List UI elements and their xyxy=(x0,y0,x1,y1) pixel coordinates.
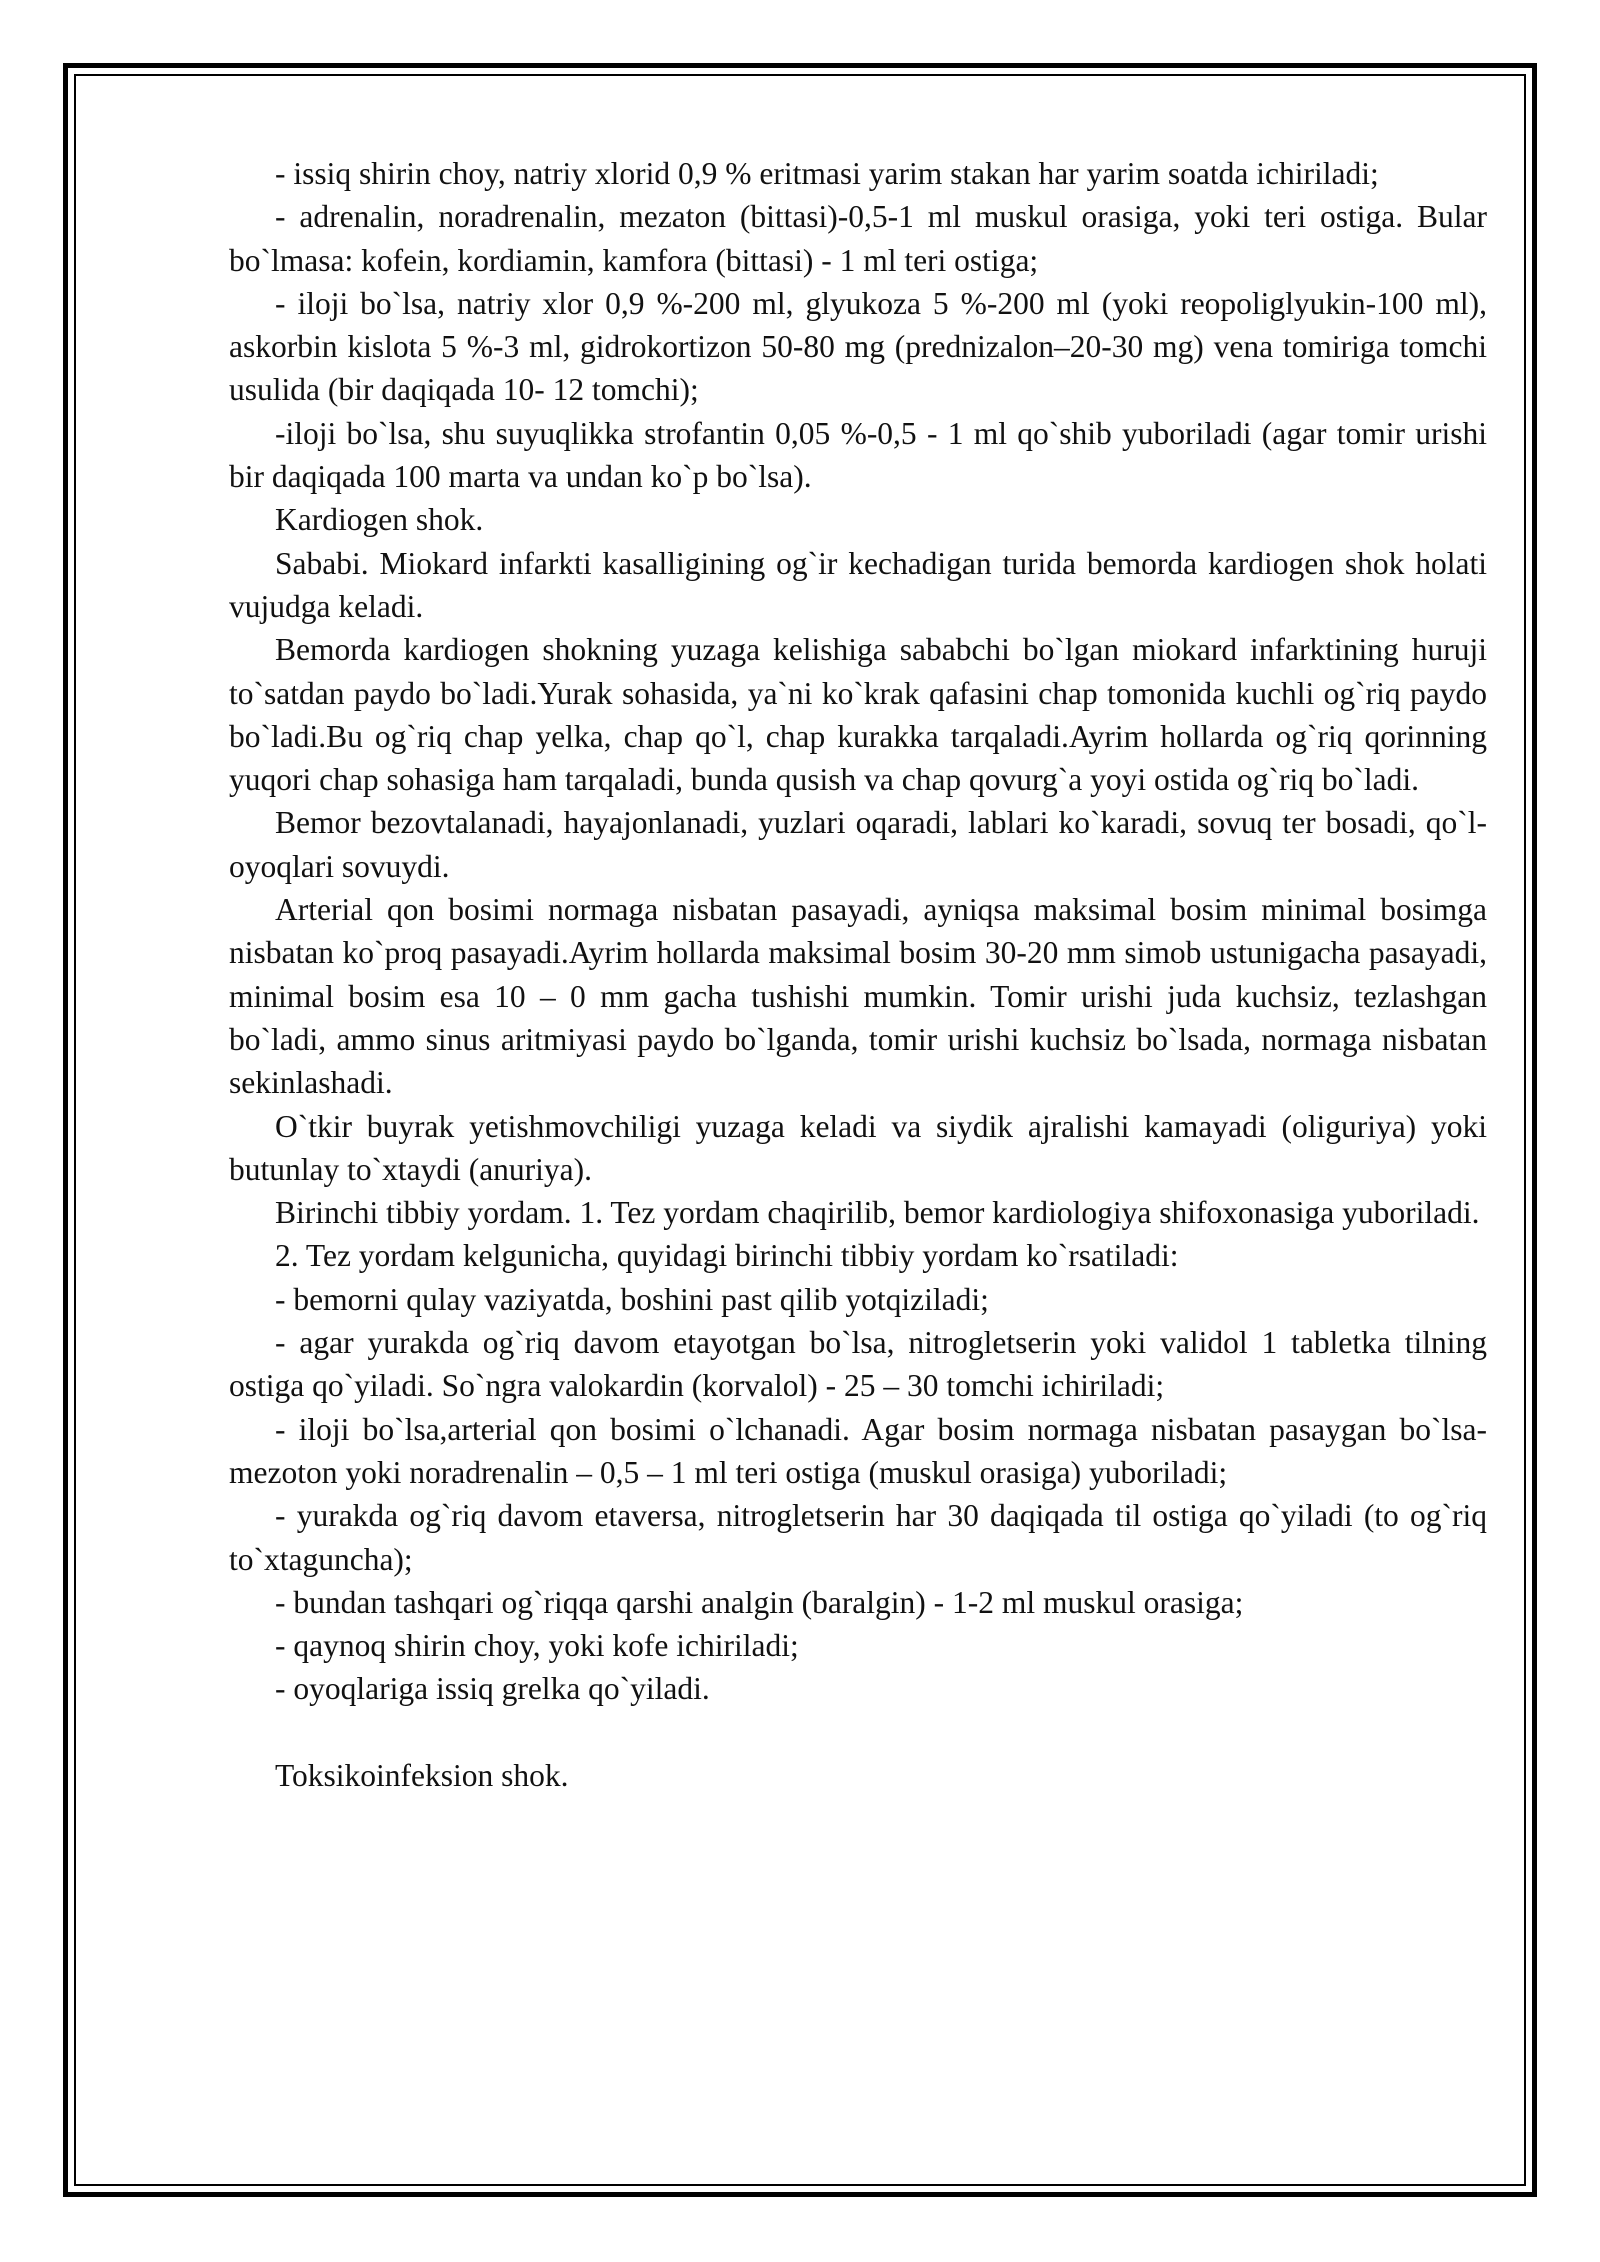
paragraph-first-aid: Birinchi tibbiy yordam. 1. Tez yordam chaqirilib, bemor kardiologiya shifoxonasiga yuboriladi. xyxy=(275,1195,1480,1231)
blank-line xyxy=(229,1711,1487,1754)
paragraph-12: 2. Tez yordam kelgunicha, quyidagi birinchi tibbiy yordam ko`rsatiladi: xyxy=(275,1238,1179,1274)
list-item-2: - agar yurakda og`riq davom etayotgan bo`lsa, nitrogletserin yoki validol 1 tabletka tilning ostiga qo`yiladi. So`ngra valokardin (korvalol) - 25 – 30 tomchi ichiriladi; xyxy=(229,1325,1487,1404)
paragraph-2: - adrenalin, noradrenalin, mezaton (bittasi)-0,5-1 ml muskul orasiga, yoki teri ostiga. Bular bo`lmasa: kofein, kordiamin, kamfora (bittasi) - 1 ml teri ostiga; xyxy=(229,199,1487,278)
section-heading-kardiogen-shok: Kardiogen shok. xyxy=(275,502,484,538)
list-item-7: - oyoqlariga issiq grelka qo`yiladi. xyxy=(275,1671,710,1707)
list-item-4: - yurakda og`riq davom etaversa, nitrogletserin har 30 daqiqada til ostiga qo`yiladi (to og`riq to`xtaguncha); xyxy=(229,1498,1487,1577)
list-item-5: - bundan tashqari og`riqqa qarshi analgin (baralgin) - 1-2 ml muskul orasiga; xyxy=(275,1584,1244,1620)
paragraph-3: - iloji bo`lsa, natriy xlor 0,9 %-200 ml, glyukoza 5 %-200 ml (yoki reopoliglyukin-100 ml), askorbin kislota 5 %-3 ml, gidrokortizon 50-80 mg (prednizalon–20-30 mg) vena tomiriga tomchi usulida (bir daqiqada 10- 12 tomchi); xyxy=(229,285,1487,408)
section-heading-toksikoinfeksion-shok: Toksikoinfeksion shok. xyxy=(275,1757,569,1793)
paragraph-10: O`tkir buyrak yetishmovchiligi yuzaga keladi va siydik ajralishi kamayadi (oliguriya) yoki butunlay to`xtaydi (anuriya). xyxy=(229,1108,1487,1187)
paragraph-8: Bemor bezovtalanadi, hayajonlanadi, yuzlari oqaradi, lablari ko`karadi, sovuq ter bosadi, qo`l-oyoqlari sovuydi. xyxy=(229,805,1487,884)
list-item-6: - qaynoq shirin choy, yoki kofe ichiriladi; xyxy=(275,1628,799,1664)
paragraph-sababi: Sababi. Miokard infarkti kasalligining og`ir kechadigan turida bemorda kardiogen shok holati vujudga keladi. xyxy=(229,545,1487,624)
paragraph-7: Bemorda kardiogen shokning yuzaga kelishiga sababchi bo`lgan miokard infarktining huruji to`satdan paydo bo`ladi.Yurak sohasida, ya`ni ko`krak qafasini chap tomonida kuchli og`riq paydo bo`ladi.Bu og`riq chap yelka, chap qo`l, chap kurakka tarqaladi.Ayrim hollarda og`riq qorinning yuqori chap sohasiga ham tarqaladi, bunda qusish va chap qovurg`a yoyi ostida og`riq bo`ladi. xyxy=(229,632,1487,798)
list-item-1: - bemorni qulay vaziyatda, boshini past qilib yotqiziladi; xyxy=(275,1281,989,1317)
paragraph-9: Arterial qon bosimi normaga nisbatan pasayadi, ayniqsa maksimal bosim minimal bosimga nisbatan ko`proq pasayadi.Ayrim hollarda maksimal bosim 30-20 mm simob ustunigacha pasayadi, minimal bosim esa 10 – 0 mm gacha tushishi mumkin. Tomir urishi juda kuchsiz, tezlashgan bo`ladi, ammo sinus aritmiyasi paydo bo`lganda, tomir urishi kuchsiz bo`lsada, normaga nisbatan sekinlashadi. xyxy=(229,892,1487,1101)
list-item-3: - iloji bo`lsa,arterial qon bosimi o`lchanadi. Agar bosim normaga nisbatan pasaygan bo`lsa- mezoton yoki noradrenalin – 0,5 – 1 ml teri ostiga (muskul orasiga) yuboriladi; xyxy=(229,1411,1487,1490)
document-body xyxy=(229,152,1487,1797)
paragraph-1: - issiq shirin choy, natriy xlorid 0,9 % eritmasi yarim stakan har yarim soatda ichiriladi; xyxy=(275,156,1379,191)
paragraph-4: -iloji bo`lsa, shu suyuqlikka strofantin 0,05 %-0,5 - 1 ml qo`shib yuboriladi (agar tomir urishi bir daqiqada 100 marta va undan ko`p bo`lsa). xyxy=(229,415,1487,495)
